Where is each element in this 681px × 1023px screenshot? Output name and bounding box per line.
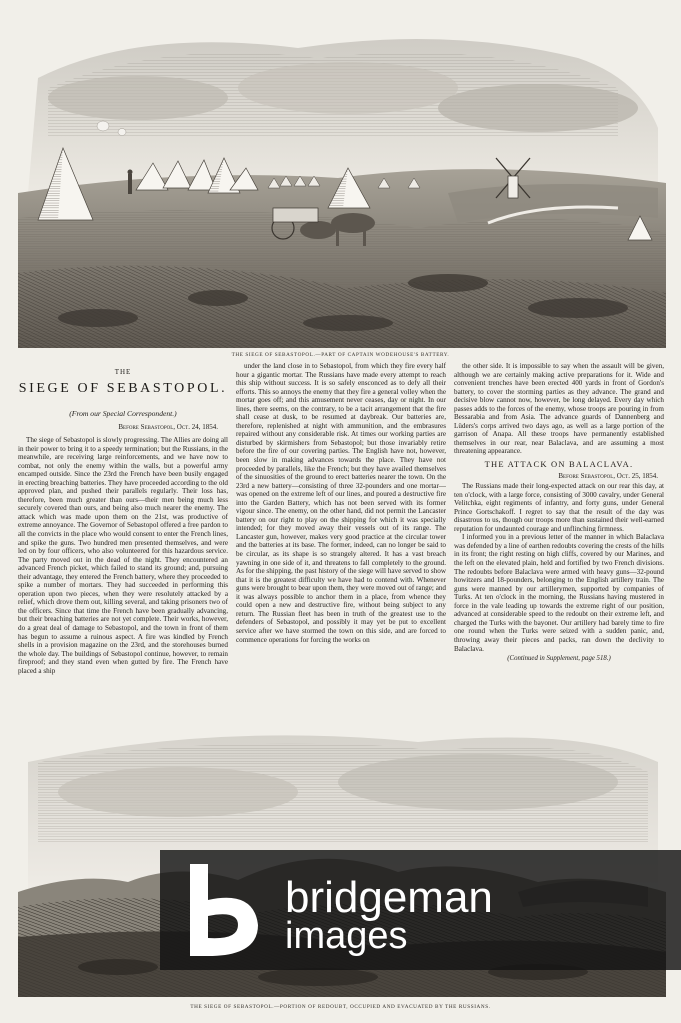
- masthead: [0, 0, 681, 14]
- top-illustration-caption: THE SIEGE OF SEBASTOPOL.—PART OF CAPTAIN WODEHOUSE'S BATTERY.: [231, 352, 450, 358]
- bridgeman-watermark: [160, 850, 681, 970]
- column-3-text-a: the other side. It is impossible to say when the assault will be given, although we are certainly making active preparations for it. Wide and convenient trenches have been erected 400 yards in front of Gordon's battery, to cover the storming parties as they advance. The grand and decisive blow cannot now, however, be long delayed. Every day which passes adds to the forces of the enemy, whose troops are pouring in from Bessarabia and from Asia. The advance guards of Dannenberg and Lüders's corps arrived two days ago, as well as a large portion of the garrison of Anapa. All these troops have permanently established themselves in our rear, near Balaclava, and are assuming a most threatening appearance.: [454, 362, 664, 456]
- article-the: THE: [114, 368, 132, 376]
- article-header: [18, 368, 228, 431]
- article-column-1: [18, 436, 228, 714]
- continued-note: (Continued in Supplement, page 518.): [507, 655, 611, 663]
- article-title: SIEGE OF SEBASTOPOL.: [18, 381, 228, 396]
- column-1-text: The siege of Sebastopol is slowly progressing. The Allies are doing all in their power to bring it to a speedy termination; but the Russians, in the meanwhile, are receiving large reinforcements, and we have now to combat, not only the enemy within the walls, but a powerful army encamped outside. Since the 23rd the French have been busily engaged in erecting breaching batteries. They have proceeded according to the old approved plan, and pushed their parallels regularly. Their loss has, therefore, been much greater than ours—their men being much less securely covered than ours, and being also much nearer the enemy. The attack which was made upon them on the 21st, was productive of extreme annoyance. The Governor of Sebastopol offered a free pardon to all the convicts in the place who would consent to enter the French lines, and spike the guns. Two hundred men presented themselves, and were led on by four officers, who also volunteered for this hazardous service. The party moved out in the dead of the night. They encountered an advanced French picket, which failed to stand its ground; and, pursuing their advantage, they entered the French battery, where they proceeded to spike a number of mortars. They had succeeded in performing this operation upon two pieces, when they were resolutely attacked by a relief, which drove them out, killing several, and taking prisoners two of the officers. Since that time the French have been gradually advancing, but their breaching batteries are not yet complete. Their works, however, do a great deal of damage to Sebastopol, and the town in front of them has begun to assume a ruinous aspect. A fire was kindled by French shells in a provision magazine on the 23rd, and the storehouses burned the whole day. The buildings of Sebastopol continue, however, to remain fireproof; and they stand even when gutted by fire. The French have placed a ship: [18, 436, 228, 675]
- dateline: Before Sebastopol, Oct. 24, 1854.: [118, 423, 218, 431]
- column-2-text: under the land close in to Sebastopol, from which they fire every half hour a gigantic mortar. The Russians have made every attempt to reach this ship without success. It is so safely ensconced as to defy all their efforts. This so annoys the enemy that they fire a general volley when the mortar goes off; and this amusement never ceases, day or night. In our lines, there seems, on the contrary, to be a tacit arrangement that the fire shall cease at dusk, to be resumed at daybreak. Our batteries are, therefore, replenished at night with ammunition, and the embrasures repaired without any considerable risk. At times our working parties are disturbed by skirmishers from Sebastopol; but those invariably retire before the fire of our covering parties. The English have not, however, been slow in making advances towards the place. They have not proceeded by parallels, like the French; but they have availed themselves of the sinuosities of the ground to erect batteries nearer the town. On the 23rd a new battery—consisting of three 32-pounders and one mortar—was opened on the extreme left of our lines, and poured a destructive fire into the Garden Battery, which has not been served with its former vigour since. The enemy, on the other hand, did not permit the Lancaster battery on our right to play on the shipping for which it was specially intended; for they moved away their vessels out of its range. The Lancaster gun, however, makes very good practice at the circular tower and the batteries at its base. The former, indeed, can no longer be said to be circular, as its shape is so strangely altered. It has a vast breach yawning in one side of it, and threatens to fall completely to the ground. As for the shipping, the past history of the siege will have served to show that it is the greatest difficulty we have had to contend with. Whenever guns were brought to bear upon them, they were moved out of range; and it was always possible to anchor them in a place, from whence they could open a new and destructive fire, without being subject to any return. The Russian fleet has been in truth of the greatest use to the defenders of Sebastopol, and possibly it may yet be put to excellent service after we have stormed the town on this side, and are forced to commence operations for forcing the works on: [236, 362, 446, 644]
- bottom-illustration-caption: THE SIEGE OF SEBASTOPOL.—PORTION OF REDOUBT, OCCUPIED AND EVACUATED BY THE RUSSIANS.: [190, 1004, 491, 1010]
- column-3-text-c: I informed you in a previous letter of the manner in which Balaclava was defended by a line of earthen redoubts covering the crests of the hills in its front; the right resting on high cliffs, covered by our Marines, and the left on the elevated plain, held and fortified by two French divisions. The redoubts before Balaclava were armed with heavy guns—32-pound howitzers and 18-pounders, belonging to the English artillery train. The guns were manned by our artillerymen, supported by companies of Turks. At ten o'clock in the morning, the Russians having mustered in force in the vale leading up towards the extreme right of our position, advanced at considerable speed to the redoubt on their extreme left, and charged the Turks with the bayonet. Our artillery had barely time to fire one round when the Turks were seized with a sudden panic, and, throwing away their pieces and packs, ran down the declivity to Balaclava.: [454, 533, 664, 653]
- article-column-2: [236, 362, 446, 714]
- watermark-line-1: bridgeman: [285, 873, 493, 922]
- column-3-text-b: The Russians made their long-expected attack on our rear this day, at ten o'clock, with a large force, consisting of 3000 cavalry, under General Velitchka, eight regiments of infantry, and forty guns, under General Prince Gortschakoff. I regret to say that the result of the day was disastrous to us, though our troops more than sustained their well-earned reputation for undaunted courage and unflinching firmness.: [454, 482, 664, 533]
- subheading-balaclava: THE ATTACK ON BALACLAVA.: [484, 459, 634, 470]
- bridgeman-logo-icon: [184, 860, 266, 960]
- article-column-3: [454, 362, 664, 714]
- top-engraving: [18, 18, 666, 348]
- dateline-2: Before Sebastopol, Oct. 25, 1854.: [558, 471, 658, 480]
- watermark-line-2: images: [285, 915, 408, 957]
- correspondent-line: (From our Special Correspondent.): [69, 409, 177, 418]
